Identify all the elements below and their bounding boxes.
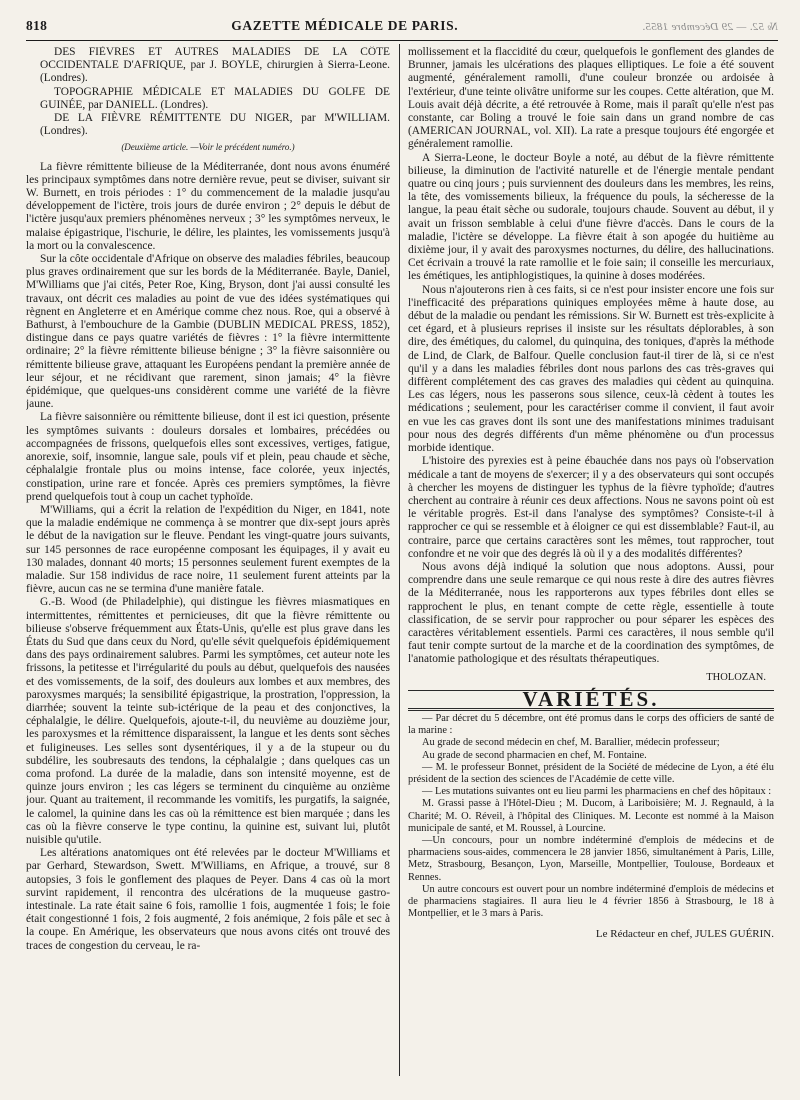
right-paragraph: A Sierra-Leone, le docteur Boyle a noté, au début de la fièvre rémittente bilieuse, la diminution de l'activité naturelle et de l'énergie mentale pendant quatre ou cinq jours ; puis surviennent des douleurs dans les membres, les reins, la tête, des vomissements bilieux, la fréquence du pouls, la sécheresse de la langue, la peau était sèche ou sudorale, toujours chaude. Souvent au début, il y avait un frisson semblable à celui d'une fièvre d'accès. Dans le cours de la maladie, l'ictère se développe. La fièvre était à son apogée du huitième au dixième jour, il y avait des paroxysmes nocturnes, du délire, des hallucinations. Cet écrivain a trouvé la rate ramollie et le foie sain; il conseille les mercuriaux, les émétiques, les antiphlogistiques, la quinine à doses modérées. <box>408 151 774 283</box>
varietes-item: — Les mutations suivantes ont eu lieu parmi les pharmaciens en chef des hôpitaux : <box>422 786 772 798</box>
page-number: 818 <box>26 18 48 33</box>
bleed-through-text: № 52. — 29 Décembre 1855. <box>642 21 778 33</box>
left-paragraph: G.-B. Wood (de Philadelphie), qui distingue les fièvres miasmatiques en intermittentes, rémittentes et pernicieuses, dit que la fièvre rémittente ou bilieuse s'observe fréquemment aux États-Unis, qu'elle est plus grave dans les États du Sud que dans ceux du Nord, qu'elle sévit quelquefois épidémiquement dans des pays ordinairement salubres. Parmi les symptômes, cet auteur note les frissons, la petitesse et l'irrégularité du pouls au début, quelquefois des nausées et des vomissements, de la soif, des douleurs aux lombes et aux membres, des paroxysmes marqués; la sensibilité épigastrique, la prostration, l'oppression, la diarrhée; souvent la teinte sub-ictérique de la peau et des conjonctives, la céphalalgie, le délire. Quelquefois, ajoute-t-il, du neuvième au douzième jour, les paroxysmes et la rémittence disparaissent, la langue et les dents sont sèches et fuligineuses. Les selles sont dysentériques, il y a de la stupeur ou du subdélire, les soubresauts des tendons, la céphalalgie ; dans quelques cas un coma profond. La durée de la maladie, dans son intensité moyenne, est de quinze jours environ ; les cas légers se terminent du cinquième au onzième jour. Quant au traitement, il recommande les vomitifs, les purgatifs, la saignée, le calomel, la quinine dans les cas où la rémittence est bien marquée ; dans les cas où la fièvre conserve le type continu, la quinine est, suivant lui, plutôt nuisible qu'utile. <box>26 596 390 846</box>
varietes-item: —Un concours, pour un nombre indéterminé d'emplois de médecins et de pharmaciens sous-aides, commencera le 28 janvier 1856, simultanément à Paris, Lille, Metz, Strasbourg, Besançon, Lyon, Marseille, Montpellier, Toulouse, Bordeaux et Rennes. <box>408 834 774 883</box>
reference-2: TOPOGRAPHIE MÉDICALE ET MALADIES DU GOLFE DE GUINÉE, par DANIELL. (Londres). <box>40 85 390 111</box>
varietes-item: — Par décret du 5 décembre, ont été promus dans le corps des officiers de santé de la marine : <box>408 712 774 737</box>
left-paragraph: M'Williams, qui a écrit la relation de l'expédition du Niger, en 1841, note que la maladie endémique ne commença à se montrer que dix-sept jours après le début de la navigation sur le fleuve. Pendant les vingt-quatre jours suivants, sur 145 personnes de race européenne composant les équipages, il y avait eu 130 malades, donnant 40 morts; 15 personnes seulement furent exemptes de la maladie. Sur 158 individus de race noire, 11 seulement furent atteints par la fièvre, aucun cas ne se termina d'une manière fatale. <box>26 503 390 596</box>
varietes-item: — M. le professeur Bonnet, président de la Société de médecine de Lyon, a été élu président de la section des sciences de l'Académie de cette ville. <box>408 761 774 785</box>
author-signature: THOLOZAN. <box>706 671 766 683</box>
left-paragraph: Sur la côte occidentale d'Afrique on observe des maladies fébriles, beaucoup plus graves ordinairement que sur les bords de la Méditerranée. Bayle, Daniel, M'Williams que j'ai cités, Peter Roe, King, Bryson, dont j'ai aussi consulté les travaux, ont décrit ces maladies au point de vue des idées systématiques qui règnent en Angleterre et en Amérique comme chez nous. Roe, qui a observé à Bathurst, à l'embouchure de la Gambie (DUBLIN MEDICAL PRESS, 1852), distingue dans ce pays quatre variétés de fièvres : 1° la fièvre intermittente ordinaire; 2° la fièvre rémittente bilieuse bénigne ; 3° la fièvre saisonnière ou rémittente bilieuse grave, attaquant les Européens pendant la première année de leur séjour, et ne récidivant que rarement, sinon jamais; 4° la fièvre épidémique, que quelques-uns considèrent comme une variété de la fièvre jaune. <box>26 253 390 411</box>
right-paragraph: Nous n'ajouterons rien à ces faits, si ce n'est pour insister encore une fois sur l'inefficacité des préparations quiniques employées même à haute dose, au début de la maladie ou pendant les rémissions. Sir W. Burnett est très-explicite à cet égard, et à plusieurs reprises il insiste sur les résultats déplorables, à son dire, des émétiques, du calomel, du quinquina, des toniques, d'après la méthode de Lind, de Clark, de Balfour. Quelle conclusion faut-il tirer de là, si ce n'est qu'il y a dans les maladies fébriles dont nous parlons des cas très-graves qui diffèrent complétement des cas graves des maladies qui cèdent au quinquina. Les cas légers, nous les passerons sous silence, ceux-là cèdent à toutes les médications ; seulement, pour les caractériser comme il convient, il faut avoir en vue les cas graves dont ils sont une des manifestations minimes traduisant pour nous des degrés différents d'un même phénomène ou d'un processus morbide identique. <box>408 283 774 455</box>
right-column <box>408 46 774 1074</box>
right-paragraph: L'histoire des pyrexies est à peine ébauchée dans nos pays où l'observation médicale a tant de moyens de s'exercer; il y a des observateurs qui sont occupés à chercher les moyens de distinguer les typhus de la fièvre typhoïde; d'autres cherchent au contraire à réunir ces deux affections. Nous ne savons point où est le véritable progrès. Est-il dans l'analyse des symptômes? Consiste-t-il à rapprocher ce qui se ressemble et à éloigner ce qui est dissemblable? Faut-il, au contraire, parce que certains caractères sont les mêmes, tout rapprocher, tout confondre et ne voir que des degrés là où il y a des modalités différentes? <box>408 455 774 560</box>
editor-name: JULES GUÉRIN. <box>695 928 774 941</box>
left-paragraph: La fièvre saisonnière ou rémittente bilieuse, dont il est ici question, présente les symptômes suivants : douleurs dorsales et lombaires, précédées ou accompagnées de frissons, quelquefois elles sont excessives, vertiges, fatigue, anorexie, soif, insomnie, langue sale, pouls vif et plein, peau chaude et sèche, céphalalgie frontale plus ou moins intense, face colorée, yeux injectés, constipation, urine rare et foncée. Après ces premiers symptômes, la fièvre prend quelquefois tout à coup un cachet typhoïde. <box>26 411 390 503</box>
varietes-item: Au grade de second pharmacien en chef, M. Fontaine. <box>422 749 647 761</box>
editor-prefix: Le Rédacteur en chef, <box>595 928 693 941</box>
varietes-item: M. Grassi passe à l'Hôtel-Dieu ; M. Ducom, à Lariboisière; M. J. Regnauld, à la Charité; M. O. Réveil, à l'hôpital des Cliniques. M. Leconte est nommé à la Maison municipale de santé, et M. Roussel, à Lourcine. <box>408 798 774 834</box>
varietes-item: Au grade de second médecin en chef, M. Barallier, médecin professeur; <box>422 737 720 749</box>
article-note: (Deuxième article. —Voir le précédent numéro.) <box>121 142 295 153</box>
column-divider <box>399 44 400 1076</box>
left-column <box>26 46 390 1074</box>
right-paragraph: Nous avons déjà indiqué la solution que nous adoptons. Aussi, pour comprendre dans une seule remarque ce qui nous reste à dire des autres fièvres de la Méditerranée, nous les rapporterons aux types fébriles dont elles se rapprochent le plus, en tenant compte de cette règle, essentielle à toute classification, de se servir pour rapprocher ou pour séparer les espèces des caractères véritablement essentiels. Parmi ces caractères, il nous semble qu'il faut tenir compte surtout de la marche et de la coordination des symptômes, de l'anatomie pathologique et des résultats thérapeutiques. <box>408 560 774 666</box>
page-header <box>26 18 778 41</box>
left-paragraph: Les altérations anatomiques ont été relevées par le docteur M'Williams et par Gerhard, Stewardson, Swett. M'Williams, en Afrique, a trouvé, sur 8 autopsies, 3 fois le gonflement des plaques de Peyer. Dans 4 cas où la mort survint rapidement, il rencontra des ulcérations de la muqueuse gastro-intestinale. La rate était saine 6 fois, ramollie 1 fois, augmentée 1 fois; le foie était congestionné 1 fois, 2 fois augmenté, 2 fois anémique, 2 fois pâle et sec à la coupe. En Amérique, les observateurs que nous avons cités ont trouvé des traces de congestion du cerveau, le ra- <box>26 847 390 952</box>
reference-3: DE LA FIÈVRE RÉMITTENTE DU NIGER, par M'WILLIAM. (Londres). <box>40 112 390 138</box>
reference-1: DES FIÈVRES ET AUTRES MALADIES DE LA CÔTE OCCIDENTALE D'AFRIQUE, par J. BOYLE, chirurgien à Sierra-Leone. (Londres). <box>40 46 390 85</box>
varietes-heading: VARIÉTÉS. <box>522 686 660 711</box>
editor-signature <box>408 928 774 941</box>
right-paragraph: mollissement et la flaccidité du cœur, quelquefois le gonflement des glandes de Brunner, jamais les ulcérations des plaques elliptiques. Le foie a été souvent augmenté, généralement ramolli, d'une couleur bronzée ou ardoisée à l'extérieur, d'une teinte olivâtre uniforme sur les coupes. Cette altération, que M. Louis avait déjà décrite, a été retrouvée à Rome, mais il paraît qu'elle n'est pas constante, car Boling a trouvé le foie sain dans un grand nombre de cas (AMERICAN JOURNAL, vol. XII). La rate a presque toujours été engorgée et généralement ramollie. <box>408 46 774 151</box>
journal-title: GAZETTE MÉDICALE DE PARIS. <box>231 18 459 33</box>
left-paragraph: La fièvre rémittente bilieuse de la Méditerranée, dont nous avons énuméré les principaux symptômes dans notre dernière revue, peut se diviser, suivant sir W. Burnett, en trois périodes : 1° du commencement de la maladie jusqu'au développement de l'ictère, trois jours de durée environ ; 2° depuis le début de l'ictère jusqu'aux premiers phénomènes nerveux ; 3° les symptômes nerveux, le malaise épigastrique, l'ischurie, le délire, les plaintes, les vomissements jusqu'à la mort ou la convalescence. <box>26 160 390 252</box>
varietes-item: Un autre concours est ouvert pour un nombre indéterminé d'emplois de médecins et de pharmaciens stagiaires. Il aura lieu le 4 février 1856 à Strasbourg, le 18 à Montpellier, et le 3 mars à Paris. <box>408 883 774 920</box>
